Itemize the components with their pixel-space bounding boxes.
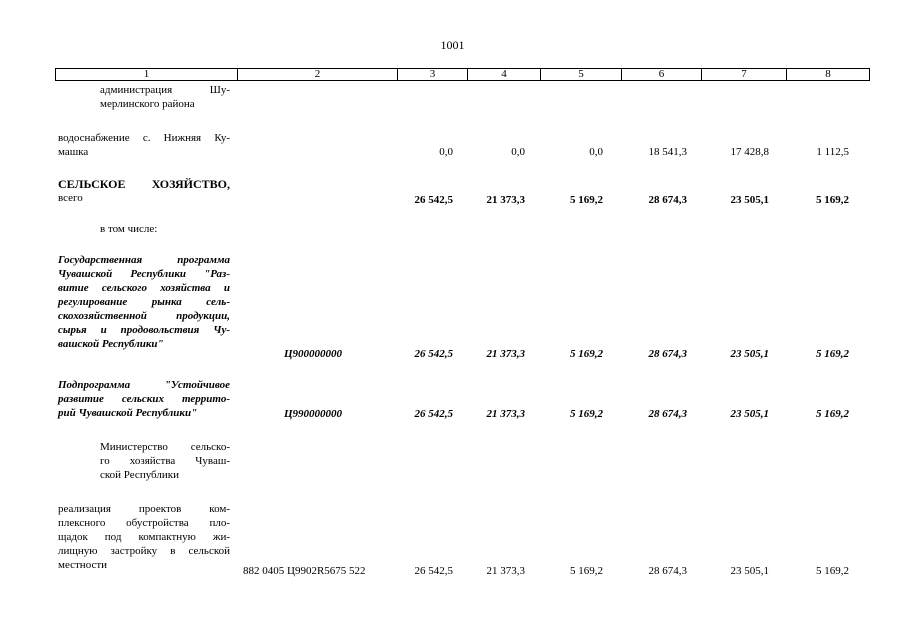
value-cell: 26 542,5: [414, 408, 453, 420]
page-number: 1001: [440, 38, 465, 52]
code-cell: Ц990000000: [284, 408, 343, 420]
row-label-project-implementation: реализация проектов ком- плексного обустройства пло- щадок под компактную жи- лищную застройку в сельской местности: [58, 503, 230, 571]
column-header-8: 8: [825, 68, 831, 80]
value-cell: 28 674,3: [648, 194, 687, 206]
value-cell: 28 674,3: [648, 408, 687, 420]
value-cell: 26 542,5: [414, 348, 453, 360]
value-cell: 5 169,2: [570, 348, 603, 360]
row-label-agriculture-total: СЕЛЬСКОЕ ХОЗЯЙСТВО, всего: [58, 177, 230, 204]
column-header-6: 6: [622, 69, 702, 80]
row-label-ministry: Министерство сельско- го хозяйства Чуваш- ской Республики: [100, 441, 230, 481]
value-cell: 5 169,2: [816, 408, 849, 420]
value-cell: 0,0: [511, 146, 525, 158]
value-cell: 23 505,1: [730, 565, 769, 577]
value-cell: 18 541,3: [648, 146, 687, 158]
value-cell: 26 542,5: [414, 194, 453, 206]
code-cell: 882 0405 Ц9902R5675 522: [243, 565, 366, 577]
value-cell: 23 505,1: [730, 408, 769, 420]
row-label-state-program: Государственная программа Чувашской Республики "Раз- витие сельского хозяйства и регулирование рынка сель- скохозяйственной продукции, сырья и продовольствия Чу- вашской Республики": [58, 254, 230, 350]
value-cell: 28 674,3: [648, 348, 687, 360]
value-cell: 5 169,2: [816, 194, 849, 206]
value-cell: 17 428,8: [730, 146, 769, 158]
row-label-municipal-admin: администрация Шу- мерлинского района: [100, 84, 230, 110]
column-header-1: 1: [56, 69, 238, 80]
code-cell: Ц900000000: [284, 348, 343, 360]
row-label-water-supply: водоснабжение с. Нижняя Ку- машка: [58, 132, 230, 158]
column-header-3: 3: [398, 69, 468, 80]
value-cell: 0,0: [589, 146, 603, 158]
column-header-4: 4: [468, 69, 541, 80]
column-header-7: 7: [702, 69, 787, 80]
value-cell: 23 505,1: [730, 194, 769, 206]
value-cell: 21 373,3: [486, 348, 525, 360]
value-cell: 5 169,2: [570, 408, 603, 420]
value-cell: 26 542,5: [414, 565, 453, 577]
column-header-5: 5: [541, 69, 622, 80]
column-header-2: 2: [238, 69, 398, 80]
value-cell: 21 373,3: [486, 565, 525, 577]
value-cell: 21 373,3: [486, 408, 525, 420]
value-cell: 0,0: [439, 146, 453, 158]
row-label-including: в том числе:: [100, 223, 158, 235]
value-cell: 23 505,1: [730, 348, 769, 360]
value-cell: 5 169,2: [816, 565, 849, 577]
value-cell: 5 169,2: [816, 348, 849, 360]
value-cell: 5 169,2: [570, 194, 603, 206]
value-cell: 1 112,5: [816, 146, 849, 158]
table-header-row: [55, 68, 870, 81]
row-label-subprogram: Подпрограмма "Устойчивое развитие сельских террито- рий Чувашской Республики": [58, 379, 230, 419]
value-cell: 28 674,3: [648, 565, 687, 577]
value-cell: 21 373,3: [486, 194, 525, 206]
value-cell: 5 169,2: [570, 565, 603, 577]
